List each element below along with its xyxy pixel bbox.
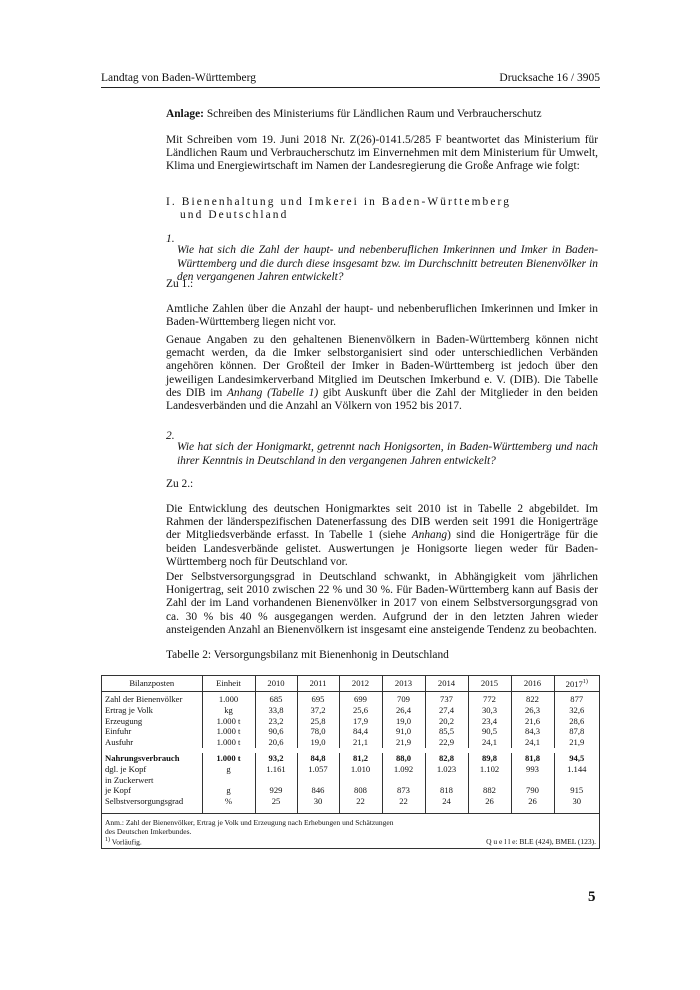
table-cell: 26	[468, 796, 511, 813]
table-row	[102, 737, 599, 748]
table-cell: 873	[382, 785, 425, 796]
table-cell: 30	[554, 796, 599, 813]
table-cell: 21,6	[511, 716, 554, 727]
table-cell: 32,6	[569, 704, 585, 715]
table-cell: 822	[511, 692, 554, 705]
answer-1-label: Zu 1.:	[166, 278, 194, 290]
table-cell: 84,4	[339, 726, 382, 737]
table-cell: 1.057	[297, 764, 339, 775]
answer-2-text-1-italic: Anhang	[411, 529, 448, 542]
table-cell	[255, 775, 297, 786]
table-cell: g	[202, 764, 255, 775]
table-cell: 90,6	[255, 726, 297, 737]
supply-balance-table	[101, 675, 600, 849]
table-note-line-1: Anm.: Zahl der Bienenvölker, Ertrag je Volk und Erzeugung nach Erhebungen und Schätzungen	[105, 817, 394, 827]
table-row-label: Nahrungsverbrauch	[102, 753, 202, 764]
table-cell: 23,4	[468, 716, 511, 727]
header-footnote-marker: 1)	[582, 679, 588, 686]
table-cell: 30	[297, 796, 339, 813]
answer-1-text-2-italic: Anhang (Tabelle 1)	[226, 386, 319, 399]
table-cell: 882	[468, 785, 511, 796]
table-row	[102, 753, 599, 764]
table-note	[102, 814, 599, 849]
table-header-cell: 2016	[511, 676, 554, 692]
section-heading-line2: und Deutschland	[180, 209, 289, 222]
table-cell: 21,1	[339, 737, 382, 748]
answer-2-paragraph-2	[166, 571, 598, 637]
table-cell: 737	[425, 692, 468, 705]
table-cell: 772	[468, 692, 511, 705]
table-cell: 89,8	[468, 753, 511, 764]
table-row-label: Einfuhr	[102, 726, 202, 737]
table-cell	[297, 775, 339, 786]
table-cell: 27,4	[425, 705, 468, 716]
table-cell: 37,2	[297, 705, 339, 716]
table-row-label: dgl. je Kopf	[102, 764, 202, 775]
table-cell: 20,2	[425, 716, 468, 727]
table-row-label: Ertrag je Volk	[102, 705, 202, 716]
question-1-number: 1.	[166, 233, 175, 245]
table-row	[102, 775, 599, 786]
table-row-label: je Kopf	[102, 785, 202, 796]
table-cell: 685	[255, 692, 297, 705]
table-cell: 21,9	[569, 737, 585, 748]
table-cell: 26,4	[382, 705, 425, 716]
question-2-text: Wie hat sich der Honigmarkt, getrennt nach Honigsorten, in Baden-Württemberg und nach ihrer Kenntnis in Deutschland in den vergangenen Jahren entwickelt?	[177, 441, 598, 467]
header-left: Landtag von Baden-Württemberg	[101, 72, 256, 84]
table-cell: 81,8	[511, 753, 554, 764]
page-number: 5	[588, 889, 596, 905]
table-row	[102, 785, 599, 796]
table-cell: 1.000 t	[202, 737, 255, 748]
table-cell: 19,0	[382, 716, 425, 727]
question-2-number: 2.	[166, 430, 175, 442]
table-caption: Tabelle 2: Versorgungsbilanz mit Bienenhonig in Deutschland	[166, 649, 449, 661]
table-cell: g	[202, 785, 255, 796]
table-cell	[339, 775, 382, 786]
table-cell: 88,0	[382, 753, 425, 764]
table-cell: 90,5	[468, 726, 511, 737]
table-cell: 1.000 t	[202, 716, 255, 727]
table-header-cell: Einheit	[202, 676, 255, 692]
table-cell: 81,2	[339, 753, 382, 764]
anlage-label: Anlage:	[166, 108, 204, 120]
table-cell: 25	[255, 796, 297, 813]
table-cell	[468, 775, 511, 786]
table-header-cell: 2012	[339, 676, 382, 692]
table-row-label: Selbstversorgungsgrad	[102, 796, 202, 813]
answer-2-label: Zu 2.:	[166, 478, 194, 490]
table-header-cell: 2015	[468, 676, 511, 692]
intro-text: Mit Schreiben vom 19. Juni 2018 Nr. Z(26)-0141.5/285 F beantwortet das Ministerium für Ländlichen Raum und Verbraucherschutz im Einvernehmen mit dem Ministerium für Umwelt, Klima und Energiewirtschaft im Namen der Landesregierung die Große Anfrage wie folgt:	[166, 134, 598, 173]
anlage-line	[166, 108, 598, 121]
table-cell: 25,6	[339, 705, 382, 716]
table-cell: 25,8	[297, 716, 339, 727]
section-heading-line1: I. Bienenhaltung und Imkerei in Baden-Württemberg	[166, 196, 511, 208]
table-cell: 26	[511, 796, 554, 813]
question-1-text: Wie hat sich die Zahl der haupt- und nebenberuflichen Imkerinnen und Imker in Baden-Württemberg und die durch diese insgesamt bzw. im Durchschnitt betreuten Bienenvölker in den vergangenen Jahren entwickelt?	[177, 244, 598, 283]
table-cell: 1.000 t	[202, 753, 255, 764]
table-row	[102, 796, 599, 813]
table-header-cell: 2010	[255, 676, 297, 692]
table-cell: 709	[382, 692, 425, 705]
answer-2-text-1b: ) sind die Honigerträge für die beiden Landesverbände gelistet. Auswertungen je Honigsorte liegen weder für Baden-Württemberg noch für Deutschland vor.	[166, 529, 598, 568]
table-cell: 993	[511, 764, 554, 775]
table-cell	[425, 775, 468, 786]
table-note-line-2: des Deutschen Imkerbundes.	[105, 826, 192, 836]
table-cell: 28,6	[569, 715, 585, 726]
table-cell	[554, 775, 599, 786]
table-cell	[511, 775, 554, 786]
table-cell: 33,8	[255, 705, 297, 716]
table-row	[102, 716, 599, 727]
table-cell: 21,9	[382, 737, 425, 748]
answer-2-text-2: Der Selbstversorgungsgrad in Deutschland schwankt, in Abhängigkeit vom jährlichen Honigertrag, seit 2010 zwischen 22 % und 30 %. Für Baden-Württemberg kann auf Basis der Zahl der im Land vorhandenen Bienenvölker in 2017 von einem Selbstversorgungsgrad von ca. 30 % bis 40 % ausgegangen werden. Aufgrund der in den letzten Jahren wieder ansteigenden Anzahl an Bienenvölkern ist insgesamt eine ansteigende Tendenz zu beobachten.	[166, 571, 598, 636]
table-header-cell	[554, 676, 599, 692]
table-cell: 846	[297, 785, 339, 796]
answer-2-text-1a: Die Entwicklung des deutschen Honigmarktes seit 2010 ist in Tabelle 2 abgebildet. Im Rahmen der länderspezifischen Datenerfassung des DIB werden seit 1991 die Honigerträge der Mitgliedsverbände erfasst. In Tabelle 1 (siehe	[166, 503, 598, 542]
table-cell: 78,0	[297, 726, 339, 737]
table-cell: kg	[202, 705, 255, 716]
table-row	[102, 764, 599, 775]
table-cell: 808	[339, 785, 382, 796]
table-cell: 1.023	[425, 764, 468, 775]
table-cell	[202, 775, 255, 786]
table-cell: 790	[511, 785, 554, 796]
table-cell: 915	[570, 785, 584, 796]
header-right: Drucksache 16 / 3905	[499, 72, 600, 84]
table-cell: 84,8	[297, 753, 339, 764]
table-cell: 30,3	[468, 705, 511, 716]
answer-2-heading	[166, 478, 598, 491]
table-cell: 1.000	[202, 692, 255, 705]
table-note-marker: 1)	[105, 836, 110, 843]
table-source: Q u e l l e: BLE (424), BMEL (123).	[486, 837, 596, 847]
table-cell: 17,9	[339, 716, 382, 727]
table-cell: 87,8	[569, 726, 585, 737]
table-header-row	[102, 676, 599, 692]
header-2017: 2017	[565, 679, 583, 690]
table-cell: 929	[255, 785, 297, 796]
table-cell: 1.102	[468, 764, 511, 775]
table-cell: 22,9	[425, 737, 468, 748]
table-cell: 818	[425, 785, 468, 796]
table-cell: 24	[425, 796, 468, 813]
table-header-cell: 2013	[382, 676, 425, 692]
intro-paragraph	[166, 134, 598, 174]
answer-1-paragraph-2	[166, 334, 598, 413]
table-cell: 20,6	[255, 737, 297, 748]
answer-1-paragraph-1	[166, 303, 598, 329]
table-cell: 877	[570, 694, 584, 704]
table-cell: %	[202, 796, 255, 813]
header-rule	[101, 87, 600, 88]
table-cell: 19,0	[297, 737, 339, 748]
anlage-text: Schreiben des Ministeriums für Ländlichen Raum und Verbraucherschutz	[203, 108, 542, 120]
table-cell: 1.092	[382, 764, 425, 775]
table-cell: 82,8	[425, 753, 468, 764]
table-cell: 23,2	[255, 716, 297, 727]
table-cell: 94,5	[569, 752, 585, 763]
table-row-label: Erzeugung	[102, 716, 202, 727]
table-row	[102, 705, 599, 716]
section-heading	[166, 196, 511, 222]
table-cell: 91,0	[382, 726, 425, 737]
answer-1-text-2b: gibt Auskunft über die Zahl der Mitglieder in den beiden Landesverbänden und die Anzahl an Völkern von 1952 bis 2017.	[166, 386, 599, 413]
table-row-label: Zahl der Bienenvölker	[102, 692, 202, 705]
question-2	[166, 430, 598, 479]
table-cell	[382, 775, 425, 786]
table-row-label: Ausfuhr	[102, 737, 202, 748]
table-cell: 22	[382, 796, 425, 813]
table-cell: 93,2	[255, 753, 297, 764]
table-cell: 1.010	[339, 764, 382, 775]
table-cell: 24,1	[468, 737, 511, 748]
table-cell: 26,3	[511, 705, 554, 716]
answer-2-paragraph-1	[166, 503, 598, 569]
table-cell: 695	[297, 692, 339, 705]
table-cell: 699	[339, 692, 382, 705]
page-header	[101, 72, 600, 86]
table-note-line-3: Vorläufig.	[110, 837, 142, 847]
table-header-cell: Bilanzposten	[102, 676, 202, 692]
table-cell: 85,5	[425, 726, 468, 737]
answer-1-text-1: Amtliche Zahlen über die Anzahl der haupt- und nebenberuflichen Imkerinnen und Imker in Baden-Württemberg liegen nicht vor.	[166, 303, 598, 329]
table-cell: 1.161	[255, 764, 297, 775]
table-header-cell: 2011	[297, 676, 339, 692]
table-cell: 1.144	[567, 763, 587, 774]
table-row	[102, 726, 599, 737]
table-cell: 22	[339, 796, 382, 813]
table-cell: 84,3	[511, 726, 554, 737]
answer-1-text-2a: Genaue Angaben zu den gehaltenen Bienenvölkern in Baden-Württemberg können nicht gemacht werden, da die Imker selbstorganisiert sind oder unterschiedlichen Verbänden angehören können. Der Großteil der Imker in Baden-Württemberg ist jedoch über den jeweiligen Landesimkerverband Mitglied im Deutschen Imkerbund e. V. (DIB). Die Tabelle des DIB im	[166, 334, 598, 399]
table-cell: 24,1	[511, 737, 554, 748]
table-row-label: in Zuckerwert	[102, 775, 202, 786]
table-row	[102, 692, 599, 705]
table-header-cell: 2014	[425, 676, 468, 692]
table-cell: 1.000 t	[202, 726, 255, 737]
answer-1-heading	[166, 278, 598, 291]
